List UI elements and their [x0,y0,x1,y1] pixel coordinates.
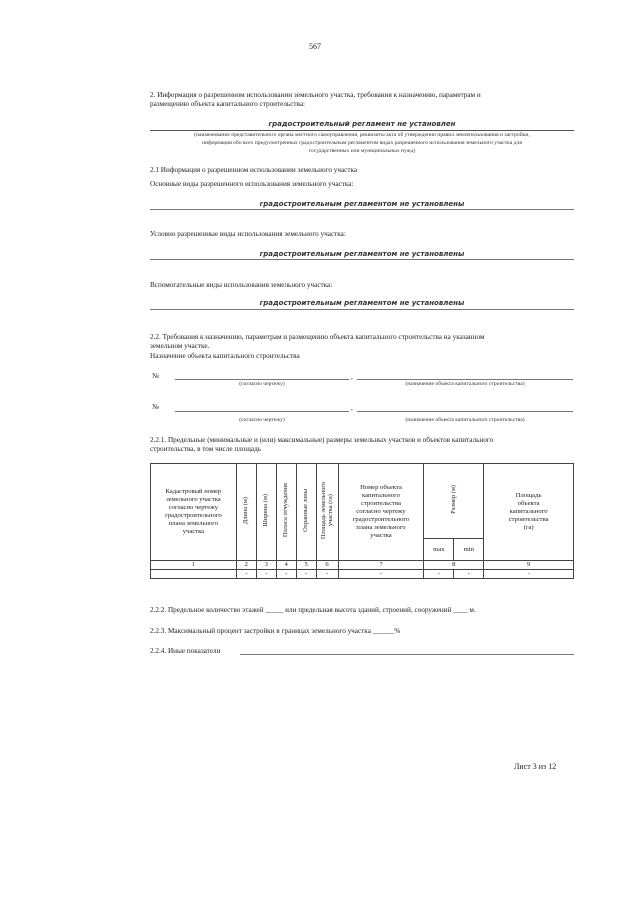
object-purpose-caption-2: (назначение объекта капитального строительства) [405,417,525,423]
divider [150,209,574,210]
dimensions-table [150,463,574,579]
header-object-number: Номер объекта капитального строительства согласно чертежу градостроительного плана земельного участка [338,464,424,561]
section-2-2-2: 2.2.2. Предельное количество этажей _____ или предельная высота зданий, строений, сооружений ____ м. [150,606,476,614]
object-purpose-caption-1: (назначение объекта капитального строительства) [405,381,525,387]
divider [150,259,574,260]
table-row [151,570,574,579]
main-uses-value: градостроительным регламентом не установлены [259,200,465,208]
section-2-2-title-line1: 2.2. Требования к назначению, параметрам и размещению объекта капитального строительства на указанном [150,333,485,341]
column-number: 2 [236,561,256,570]
drawing-number-line-2 [175,411,349,412]
header-plot-area: Площадь земельного участка (га) [316,464,338,561]
section-2-title-line1: 2. Информация о разрешенном использовании земельного участка, требования к назначению, параметрам и [150,91,481,99]
section-2-2-1-title-line2: строительства, в том числе площадь [150,445,262,453]
authority-note-line2: информация обо всех предусмотренных градостроительным регламентом видах разрешенного использования земельного участка для [202,140,522,146]
auxiliary-uses-value: градостроительным регламентом не установлены [259,299,465,307]
table-cell: - [454,570,484,579]
drawing-number-line-1 [175,379,349,380]
header-protection-zones: Охранные зоны [296,464,316,561]
per-drawing-caption-2: (согласно чертежу) [239,417,285,423]
divider [150,130,574,131]
other-indicators-line [240,654,574,655]
page-number: 567 [309,42,321,51]
divider [150,309,574,310]
object-purpose-line-2 [357,411,573,412]
section-2-2-4: 2.2.4. Иные показатели [150,647,221,655]
table-cell: - [236,570,256,579]
column-number: 9 [484,561,574,570]
main-uses-label: Основные виды разрешенного использования земельного участка: [150,180,354,188]
table-cell: - [256,570,276,579]
header-width: Ширина (м) [256,464,276,561]
column-number: 1 [151,561,237,570]
column-number: 5 [296,561,316,570]
table-cell [151,570,237,579]
authority-note-line1: (наименование представительного органа местного самоуправления, реквизиты акта об утверждении правил землепользования и застройки, [194,132,530,138]
column-number: 7 [338,561,424,570]
column-number: 6 [316,561,338,570]
header-size-max: max [424,539,454,561]
section-2-title-line2: размещению объекта капитального строительства: [150,100,306,108]
conditional-uses-label: Условно разрешенные виды использования земельного участка: [150,230,346,238]
table-cell: - [338,570,424,579]
auxiliary-uses-label: Вспомогательные виды использования земельного участка: [150,281,333,289]
number-sign-1: № [152,372,159,380]
header-length: Длина (м) [236,464,256,561]
regulation-not-set-heading: градостроительный регламент не установлен [268,120,456,128]
purpose-label: Назначение объекта капитального строительства [150,352,300,360]
conditional-uses-value: градостроительным регламентом не установлены [259,250,465,258]
section-2-2-3: 2.2.3. Максимальный процент застройки в границах земельного участка ______% [150,627,401,635]
table-cell: - [484,570,574,579]
sheet-number: Лист 3 из 12 [514,762,557,771]
header-exclusion-strip: Полоса отчуждения [276,464,296,561]
comma: , [351,373,353,381]
object-purpose-line-1 [357,379,573,380]
column-number-row [151,561,574,570]
authority-note-line3: государственных или муниципальных нужд) [308,148,416,154]
header-size-min: min [454,539,484,561]
section-2-2-1-title-line1: 2.2.1. Предельные (минимальные и (или) максимальные) размеры земельных участков и объектов капитального [150,436,494,444]
section-2-2-title-line2: земельном участке. [150,342,210,350]
table-cell: - [296,570,316,579]
section-2-1-title: 2.1 Информация о разрешенном использовании земельного участка [150,166,358,174]
number-sign-2: № [152,403,159,411]
header-object-area: Площадь объекта капитального строительства (га) [484,464,574,561]
column-number: 3 [256,561,276,570]
column-number: 4 [276,561,296,570]
table-cell: - [276,570,296,579]
column-number: 8 [424,561,484,570]
comma: , [351,404,353,412]
per-drawing-caption-1: (согласно чертежу) [239,381,285,387]
table-cell: - [316,570,338,579]
table-cell: - [424,570,454,579]
header-cadastral-number: Кадастровый номер земельного участка согласно чертежу градостроительного плана земельного участка [151,464,237,561]
header-size: Размер (м) [424,464,484,539]
